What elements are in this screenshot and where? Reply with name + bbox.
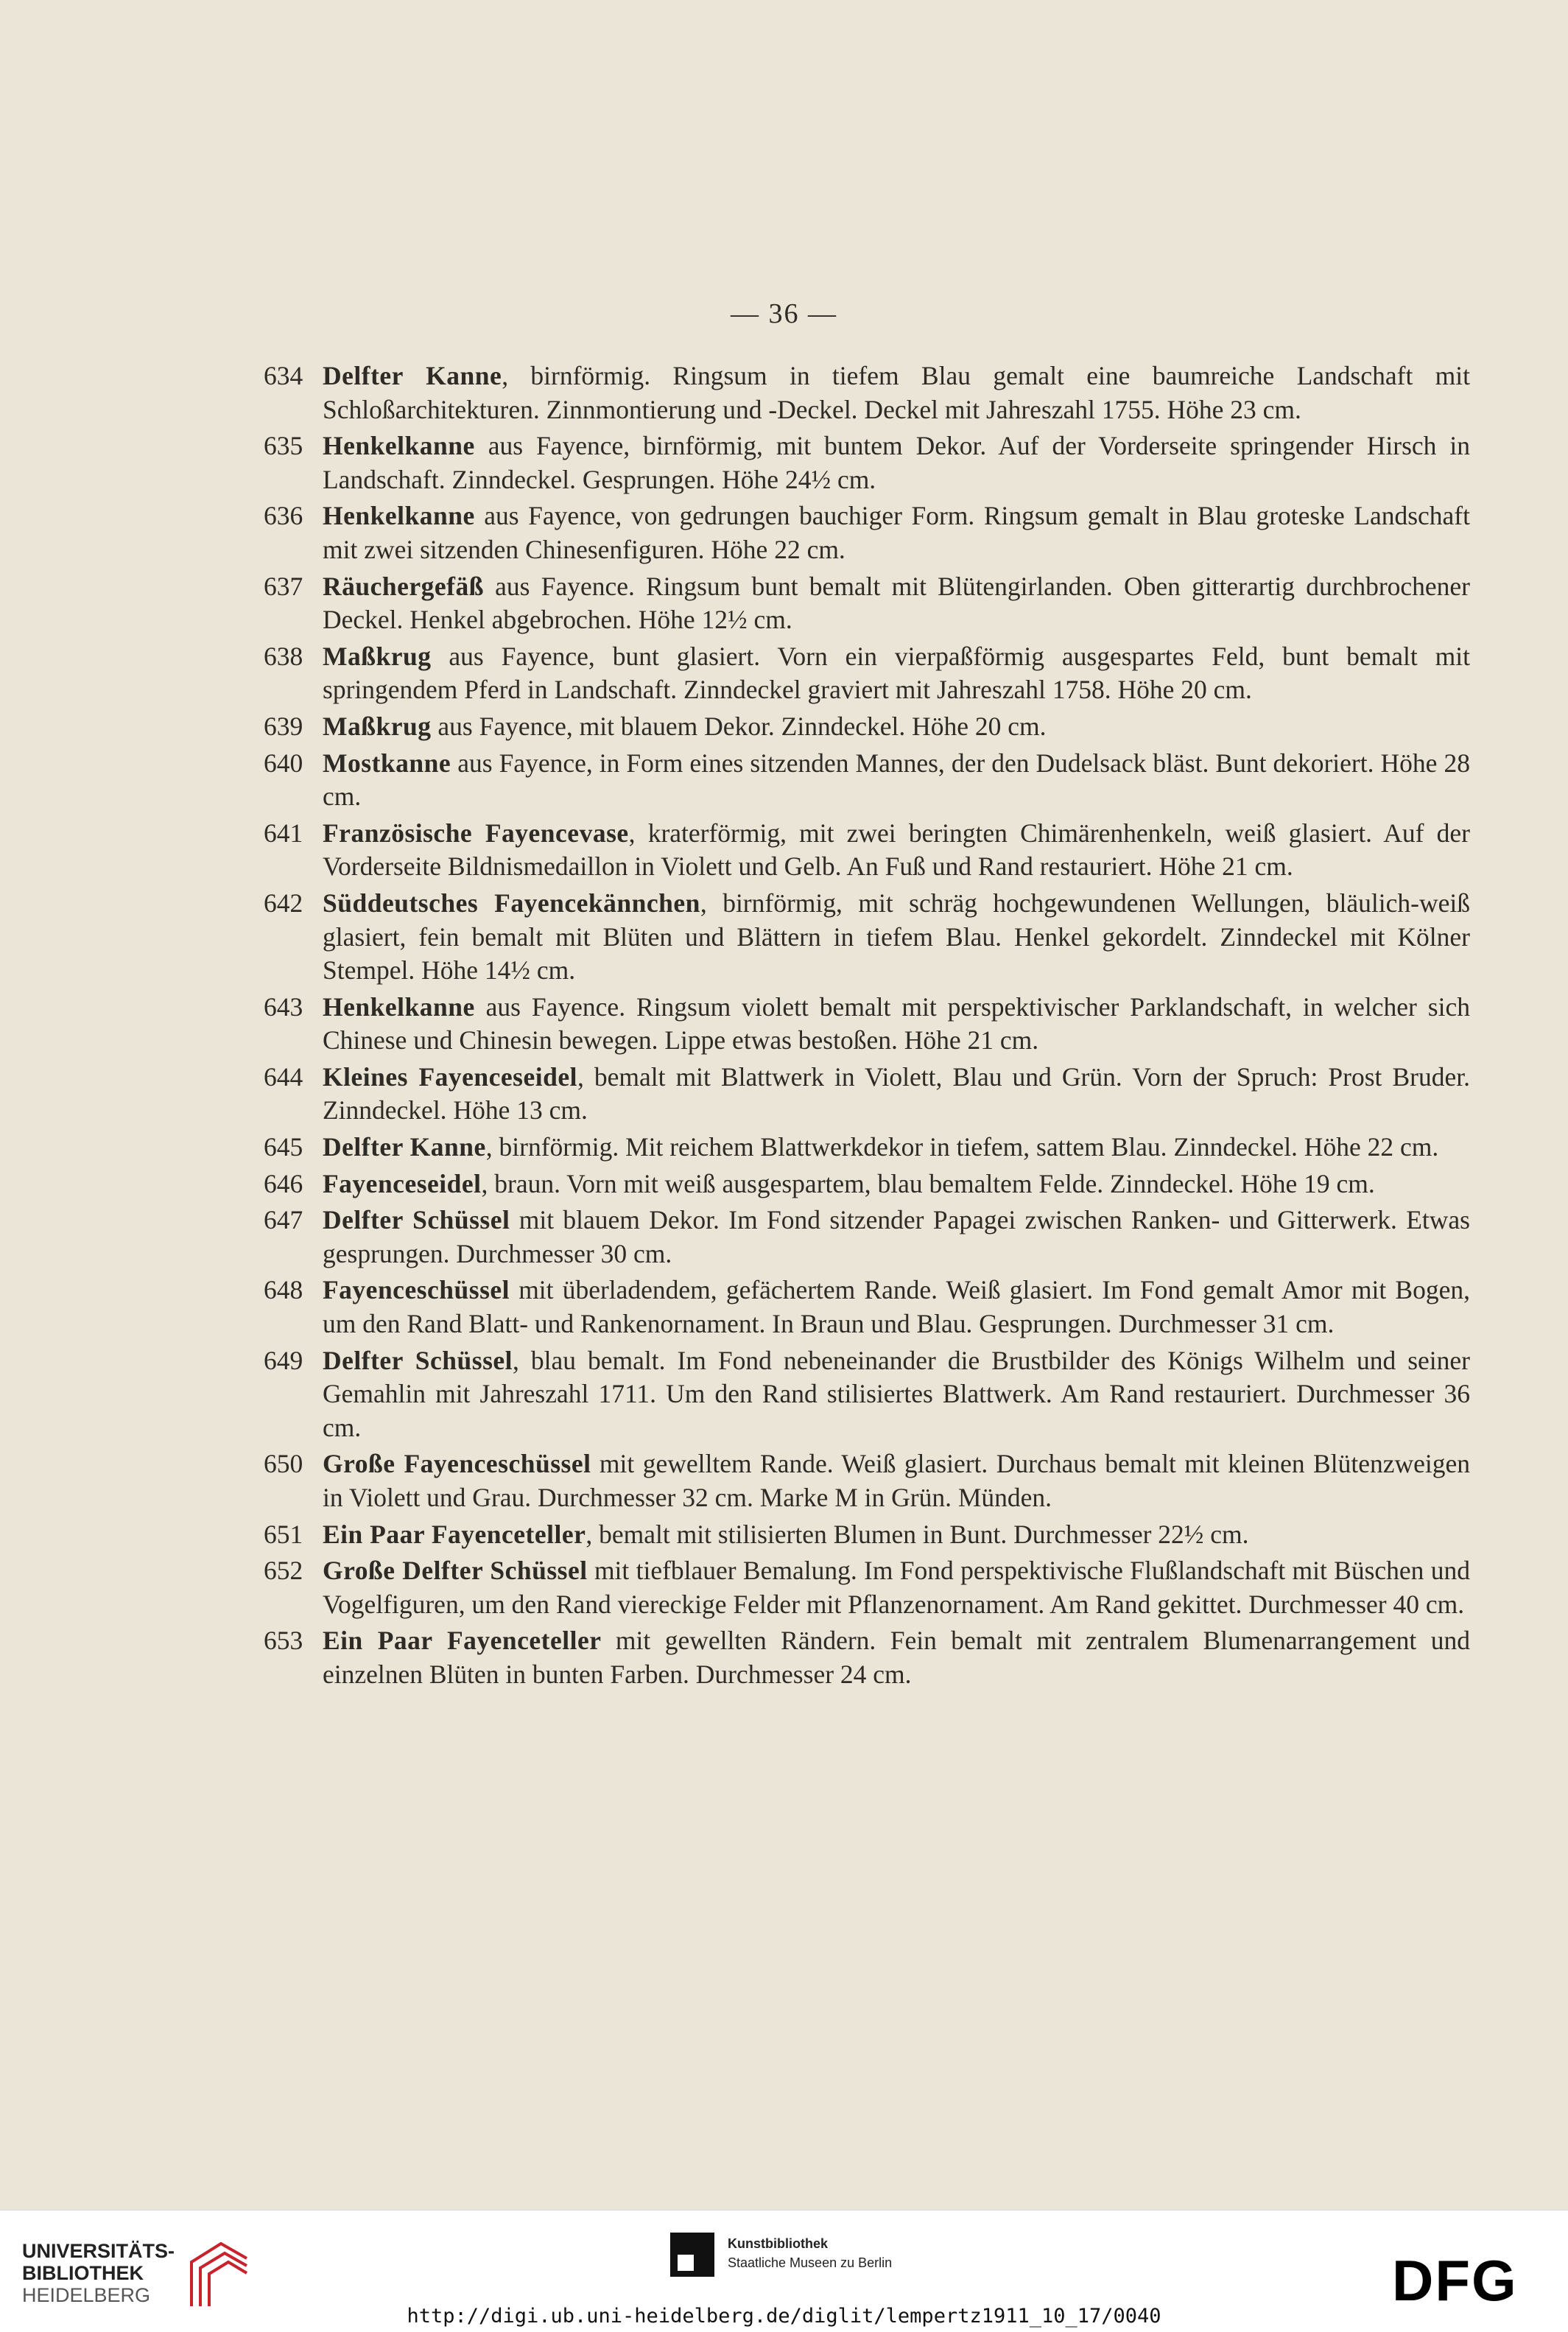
entry-number: 650 [264,1449,303,1479]
entry-number: 635 [264,431,303,461]
entry-number: 646 [264,1168,303,1198]
kb-line-1: Kunstbibliothek [728,2236,828,2251]
page-number: — 36 — [731,298,837,329]
catalog-entries [264,359,1470,1692]
entry-description: , blau bemalt. Im Fond nebeneinander die Brustbilder des Königs Wilhelm und seiner Gemahlin mit Jahreszahl 1711. Um den Rand stilisiertes Blattwerk. Am Rand restauriert. Durchmesser 36 cm. [323,1345,1470,1442]
entry-title: Delfter Kanne [323,361,502,390]
entry-title: Räuchergefäß [323,571,484,601]
entry-description: aus Fayence, in Form eines sitzenden Mannes, der den Dudelsack bläst. Bunt dekoriert. Höhe 28 cm. [323,748,1470,812]
permalink-url[interactable]: http://digi.ub.uni-heidelberg.de/diglit/lempertz1911_10_17/0040 [407,2305,1161,2328]
catalog-entry [264,710,1470,744]
entry-number: 649 [264,1345,303,1375]
entry-number: 653 [264,1626,303,1656]
catalog-entry [264,1447,1470,1514]
entry-title: Maßkrug [323,641,432,671]
ub-line-3: HEIDELBERG [22,2284,151,2306]
entry-title: Delfter Schüssel [323,1345,513,1375]
entry-description: aus Fayence. Ringsum bunt bemalt mit Blütengirlanden. Oben gitterartig durchbrochener Deckel. Henkel abgebrochen. Höhe 12½ cm. [323,571,1470,635]
kb-line-2: Staatliche Museen zu Berlin [728,2255,893,2270]
entry-title: Kleines Fayenceseidel [323,1061,577,1092]
kunstbibliothek-icon [670,2233,714,2277]
entry-title: Henkelkanne [323,431,475,461]
entry-description: mit überladendem, gefächertem Rande. Weiß glasiert. Im Fond gemalt Amor mit Bogen, um den Rand Blatt- und Rankenornament. In Braun und Blau. Gesprungen. Durchmesser 31 cm. [323,1275,1470,1339]
ub-line-1: UNIVERSITÄTS- [22,2240,175,2262]
entry-number: 636 [264,501,303,531]
catalog-entry [264,817,1470,884]
entry-description: , birnförmig. Ringsum in tiefem Blau gemalt eine baumreiche Landschaft mit Schloßarchitekturen. Zinnmontierung und -Deckel. Deckel mit Jahreszahl 1755. Höhe 23 cm. [323,361,1470,424]
ub-heidelberg-logo[interactable] [22,2240,243,2314]
footer-bar [0,2210,1568,2332]
entry-title: Ein Paar Fayenceteller [323,1519,586,1549]
entry-description: aus Fayence, mit blauem Dekor. Zinndeckel. Höhe 20 cm. [431,711,1047,741]
entry-description: , birnförmig. Mit reichem Blattwerkdekor in tiefem, sattem Blau. Zinndeckel. Höhe 22 cm. [485,1132,1439,1162]
entry-title: Große Fayenceschüssel [323,1449,591,1479]
entry-number: 634 [264,361,303,390]
entry-number: 641 [264,818,303,848]
entry-number: 647 [264,1205,303,1235]
entry-number: 643 [264,991,303,1022]
entry-title: Ein Paar Fayenceteller [323,1626,602,1656]
catalog-entry [264,1344,1470,1445]
kunstbibliothek-logo[interactable] [670,2233,1038,2284]
entry-number: 644 [264,1061,303,1092]
entry-number: 640 [264,748,303,778]
entry-description: mit gewellten Rändern. Fein bemalt mit zentralem Blumenarrangement und einzelnen Blüten in bunten Farben. Durchmesser 24 cm. [323,1626,1470,1689]
catalog-entry [264,640,1470,707]
entry-number: 642 [264,888,303,918]
catalog-entry [264,1518,1470,1552]
catalog-entry [264,570,1470,637]
entry-description: aus Fayence. Ringsum violett bemalt mit perspektivischer Parklandschaft, in welcher sich Chinese und Chinesin bewegen. Lippe etwas bestoßen. Höhe 21 cm. [323,991,1470,1056]
entry-description: , braun. Vorn mit weiß ausgespartem, blau bemaltem Felde. Zinndeckel. Höhe 19 cm. [481,1168,1375,1198]
entry-number: 648 [264,1275,303,1305]
entry-description: aus Fayence, bunt glasiert. Vorn ein vierpaßförmig ausgespartes Feld, bunt bemalt mit springendem Pferd in Landschaft. Zinndeckel graviert mit Jahreszahl 1758. Höhe 20 cm. [323,641,1470,705]
catalog-entry [264,1167,1470,1201]
entry-title: Süddeutsches Fayencekännchen [323,888,700,918]
catalog-entry [264,1274,1470,1341]
ub-emblem-icon [184,2240,250,2310]
entry-description: mit gewelltem Rande. Weiß glasiert. Durchaus bemalt mit kleinen Blütenzweigen in Violett und Grau. Durchmesser 32 cm. Marke M in Grün. Münden. [323,1449,1470,1512]
entry-number: 652 [264,1556,303,1586]
entry-description: , kraterförmig, mit zwei beringten Chimärenhenkeln, weiß glasiert. Auf der Vorderseite Bildnismedaillon in Violett und Gelb. An Fuß und Rand restauriert. Höhe 21 cm. [323,818,1470,882]
entry-title: Mostkanne [323,748,451,778]
entry-description: aus Fayence, birnförmig, mit buntem Dekor. Auf der Vorderseite springender Hirsch in Landschaft. Zinndeckel. Gesprungen. Höhe 24½ cm. [323,431,1470,494]
entry-title: Maßkrug [323,711,432,741]
entry-title: Henkelkanne [323,501,475,531]
catalog-entry [264,1204,1470,1271]
catalog-entry [264,887,1470,988]
entry-number: 638 [264,641,303,671]
kunstbibliothek-text [728,2234,892,2272]
entry-description: , bemalt mit Blattwerk in Violett, Blau und Grün. Vorn der Spruch: Prost Bruder. Zinndeckel. Höhe 13 cm. [323,1061,1470,1125]
entry-description: , birnförmig, mit schräg hochgewundenen Wellungen, bläulich-weiß glasiert, fein bemalt mit Blüten und Blättern in tiefem Blau. Henkel gekordelt. Zinndeckel mit Kölner Stempel. Höhe 14½ cm. [323,888,1470,986]
catalog-entry [264,991,1470,1058]
entry-description: mit blauem Dekor. Im Fond sitzender Papagei zwischen Ranken- und Gitterwerk. Etwas gesprungen. Durchmesser 30 cm. [323,1205,1470,1268]
catalog-entry [264,429,1470,496]
entry-number: 637 [264,571,303,601]
entry-title: Fayenceseidel [323,1168,482,1198]
entry-title: Französische Fayencevase [323,818,629,848]
entry-title: Delfter Kanne [323,1132,486,1162]
entry-title: Henkelkanne [323,991,475,1022]
ub-line-2: BIBLIOTHEK [22,2262,144,2284]
catalog-entry [264,1554,1470,1621]
catalog-entry [264,1624,1470,1691]
entry-number: 651 [264,1519,303,1549]
entry-title: Große Delfter Schüssel [323,1556,588,1586]
entry-description: aus Fayence, von gedrungen bauchiger Form. Ringsum gemalt in Blau groteske Landschaft mit zwei sitzenden Chinesenfiguren. Höhe 22 cm. [323,501,1470,564]
entry-description: mit tiefblauer Bemalung. Im Fond perspektivische Flußlandschaft mit Büschen und Vogelfiguren, um den Rand viereckige Felder mit Pflanzenornament. Am Rand gekittet. Durchmesser 40 cm. [323,1556,1470,1619]
dfg-logo[interactable]: DFG [1392,2248,1518,2313]
entry-number: 639 [264,711,303,741]
catalog-entry [264,747,1470,814]
entry-number: 645 [264,1132,303,1162]
catalog-entry [264,499,1470,566]
entry-title: Delfter Schüssel [323,1205,510,1235]
entry-title: Fayenceschüssel [323,1275,510,1305]
catalog-entry [264,1131,1470,1165]
catalog-entry [264,1061,1470,1128]
entry-description: , bemalt mit stilisierten Blumen in Bunt. Durchmesser 22½ cm. [586,1519,1249,1549]
catalog-entry [264,359,1470,426]
